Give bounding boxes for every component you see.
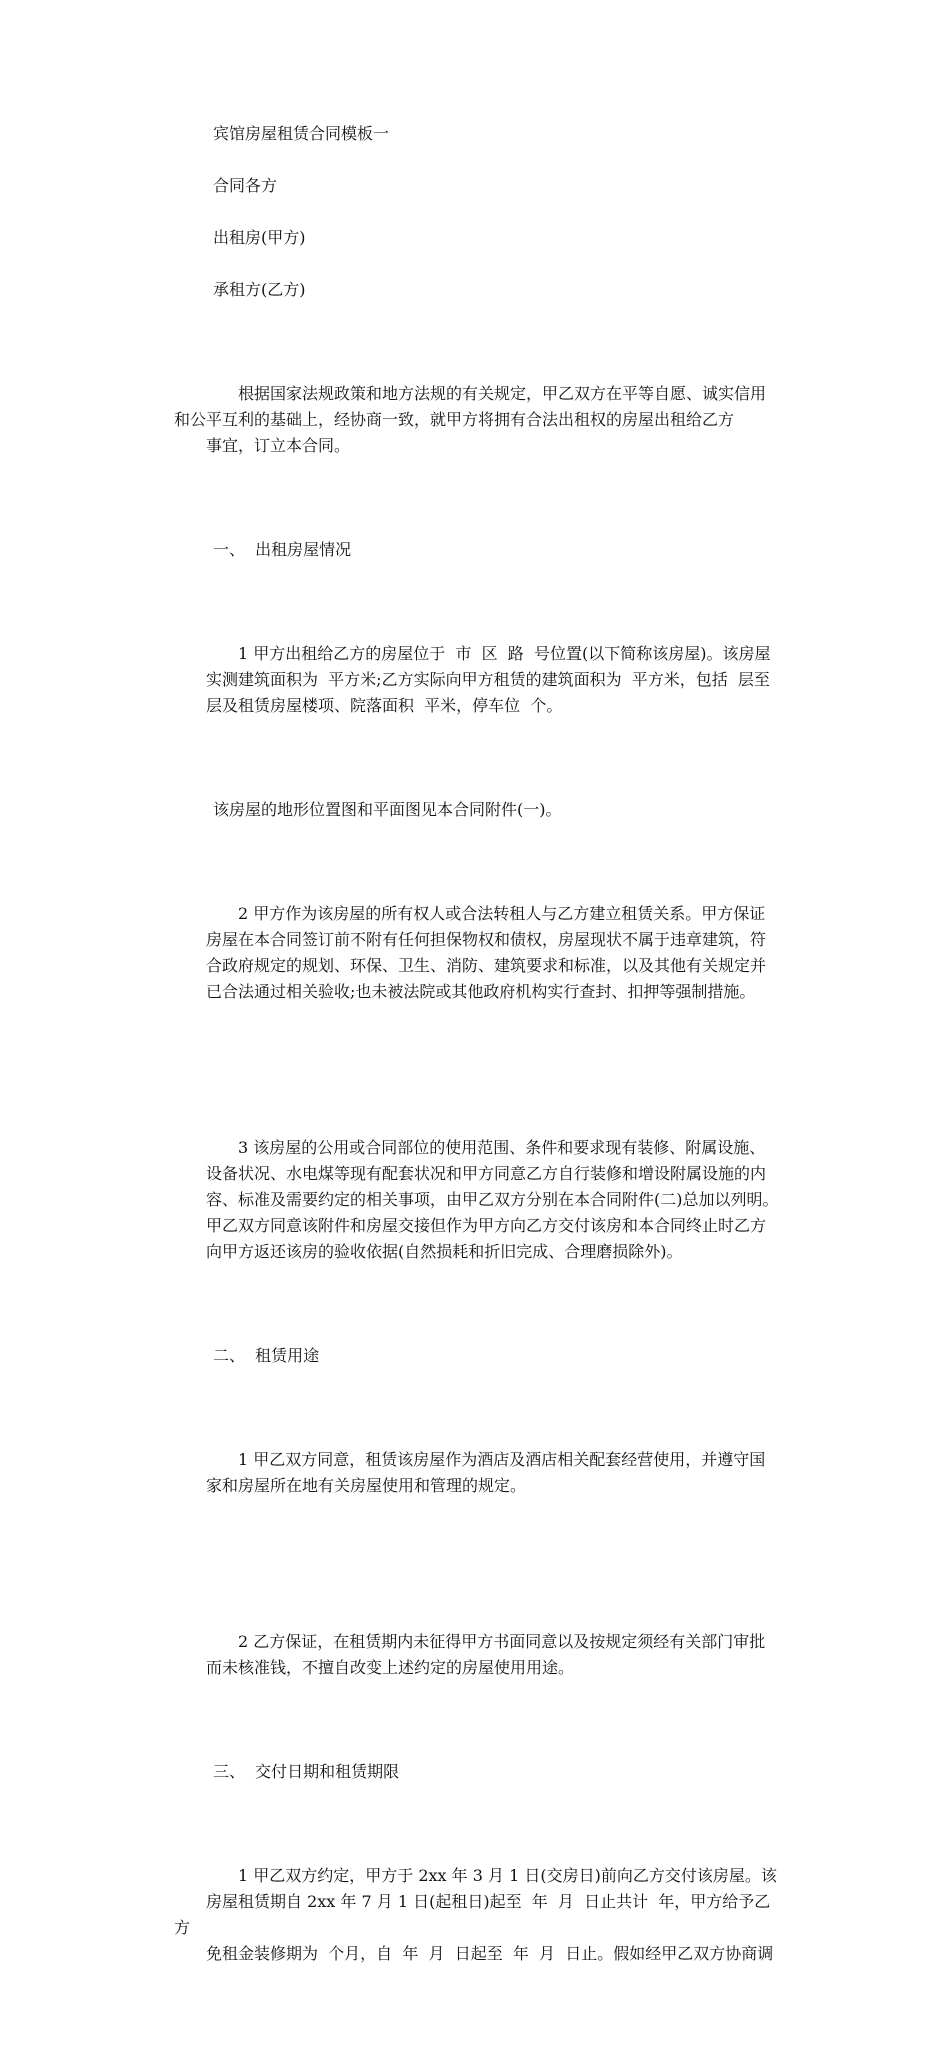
clause-line: 设备状况、水电煤等现有配套状况和甲方同意乙方自行装修和增设附属设施的内 <box>206 1164 767 1183</box>
clause-line: 而未核准钱，不擅自改变上述约定的房屋使用用途。 <box>206 1658 575 1677</box>
clause-line: 免租金装修期为 个月，自 年 月 日起至 年 月 日止。假如经甲乙双方协商调 <box>206 1944 774 1963</box>
section-1-attachment-note: 该房屋的地形位置图和平面图见本合同附件(一)。 <box>213 800 562 819</box>
document-title: 宾馆房屋租赁合同模板一 <box>213 124 390 143</box>
clause-line: 甲乙双方同意该附件和房屋交接但作为甲方向乙方交付该房和本合同终止时乙方 <box>206 1216 767 1235</box>
section-2-clause-2 <box>206 1577 783 1733</box>
clause-line: 合政府规定的规划、环保、卫生、消防、建筑要求和标准，以及其他有关规定并 <box>206 956 767 975</box>
clause-line: 实测建筑面积为 平方米;乙方实际向甲方租赁的建筑面积为 平方米，包括 层至 <box>206 670 770 689</box>
clause-line: 房屋在本合同签订前不附有任何担保物权和债权，房屋现状不属于违章建筑，符 <box>206 930 767 949</box>
clause-line: 容、标准及需要约定的相关事项，由甲乙双方分别在本合同附件(二)总加以列明。 <box>206 1190 779 1209</box>
clause-line: 已合法通过相关验收;也未被法院或其他政府机构实行查封、扣押等强制措施。 <box>206 982 756 1001</box>
clause-line: 向甲方返还该房的验收依据(自然损耗和折旧完成、合理磨损除外)。 <box>206 1242 683 1261</box>
preamble-line: 根据国家法规政策和地方法规的有关规定，甲乙双方在平等自愿、诚实信用 <box>238 384 767 403</box>
section-2-clause-1 <box>206 1395 783 1551</box>
section-3-heading: 三、 交付日期和租赁期限 <box>213 1762 400 1781</box>
clause-line: 家和房屋所在地有关房屋使用和管理的规定。 <box>206 1476 527 1495</box>
lessor-label: 出租房(甲方) <box>213 228 306 247</box>
lessee-label: 承租方(乙方) <box>213 280 306 299</box>
clause-line: 1 甲乙双方约定，甲方于 2xx 年 3 月 1 日(交房日)前向乙方交付该房屋。该 <box>238 1866 777 1885</box>
parties-heading: 合同各方 <box>213 176 278 195</box>
clause-line: 1 甲方出租给乙方的房屋位于 市 区 路 号位置(以下简称该房屋)。该房屋 <box>238 644 771 663</box>
section-1-clause-1 <box>206 589 783 771</box>
preamble-paragraph <box>174 329 783 511</box>
section-1-clause-3 <box>206 1083 783 1317</box>
preamble-line: 事宜，订立本合同。 <box>206 436 351 455</box>
clause-line: 1 甲乙双方同意，租赁该房屋作为酒店及酒店相关配套经营使用，并遵守国 <box>238 1450 766 1469</box>
clause-line: 2 乙方保证，在租赁期内未征得甲方书面同意以及按规定须经有关部门审批 <box>238 1632 766 1651</box>
preamble-line: 和公平互利的基础上，经协商一致，就甲方将拥有合法出租权的房屋出租给乙方 <box>174 410 735 429</box>
clause-line: 3 该房屋的公用或合同部位的使用范围、条件和要求现有装修、附属设施、 <box>238 1138 766 1157</box>
section-2-heading: 二、 租赁用途 <box>213 1346 320 1365</box>
clause-line: 层及租赁房屋楼项、院落面积 平米，停车位 个。 <box>206 696 563 715</box>
clause-line: 2 甲方作为该房屋的所有权人或合法转租人与乙方建立租赁关系。甲方保证 <box>238 904 766 923</box>
section-1-clause-2 <box>206 849 783 1057</box>
section-1-heading: 一、 出租房屋情况 <box>213 540 352 559</box>
document-page <box>174 121 783 2045</box>
clause-line: 房屋租赁期自 2xx 年 7 月 1 日(起租日)起至 年 月 日止共计 年，甲方给予乙方 <box>174 1892 771 1937</box>
section-3-clause-1 <box>174 1811 783 2019</box>
